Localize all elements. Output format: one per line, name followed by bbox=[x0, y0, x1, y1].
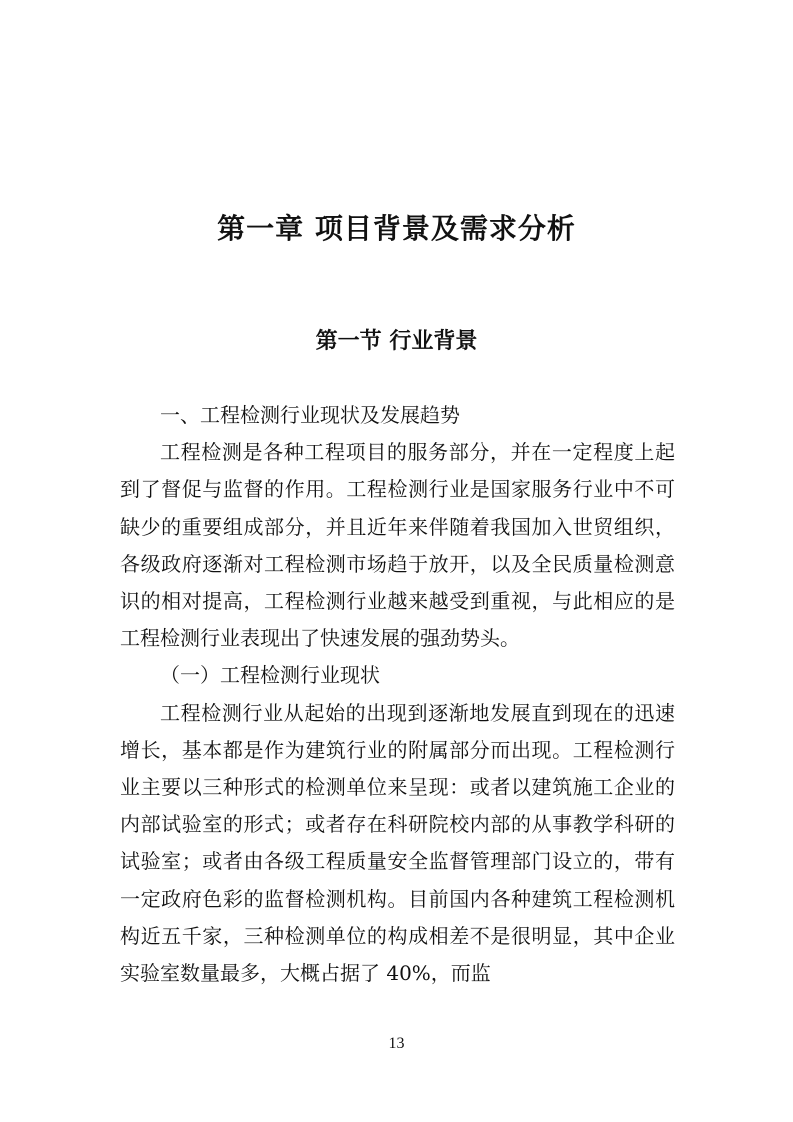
chapter-title: 第一章 项目背景及需求分析 bbox=[217, 212, 576, 245]
paragraph-industry-status: 工程检测行业从起始的出现到逐渐地发展直到现在的迅速增长，基本都是作为建筑行业的附属部分而出现。工程检测行业主要以三种形式的检测单位来呈现：或者以建筑施工企业的内部试验室的形式；或者存在科研院校内部的从事教学科研的试验室；或者由各级工程质量安全监督管理部门设立的，带有一定政府色彩的监督检测机构。目前国内各种建筑工程检测机构近五千家，三种检测单位的构成相差不是很明显，其中企业实验室数量最多，大概占据了 40%，而监 bbox=[120, 700, 675, 986]
subheading-industry-status-trends: 一、工程检测行业现状及发展趋势 bbox=[160, 403, 460, 427]
page-number: 13 bbox=[388, 1035, 405, 1052]
section-title: 第一节 行业背景 bbox=[315, 329, 478, 354]
subheading-industry-status: （一）工程检测行业现状 bbox=[160, 663, 380, 688]
paragraph-intro: 工程检测是各种工程项目的服务部分，并在一定程度上起到了督促与监督的作用。工程检测行业是国家服务行业中不可缺少的重要组成部分，并且近年来伴随着我国加入世贸组织，各级政府逐渐对工程检测市场趋于放开，以及全民质量检测意识的相对提高，工程检测行业越来越受到重视，与此相应的是工程检测行业表现出了快速发展的强劲势头。 bbox=[120, 440, 675, 651]
body-text bbox=[120, 397, 675, 992]
